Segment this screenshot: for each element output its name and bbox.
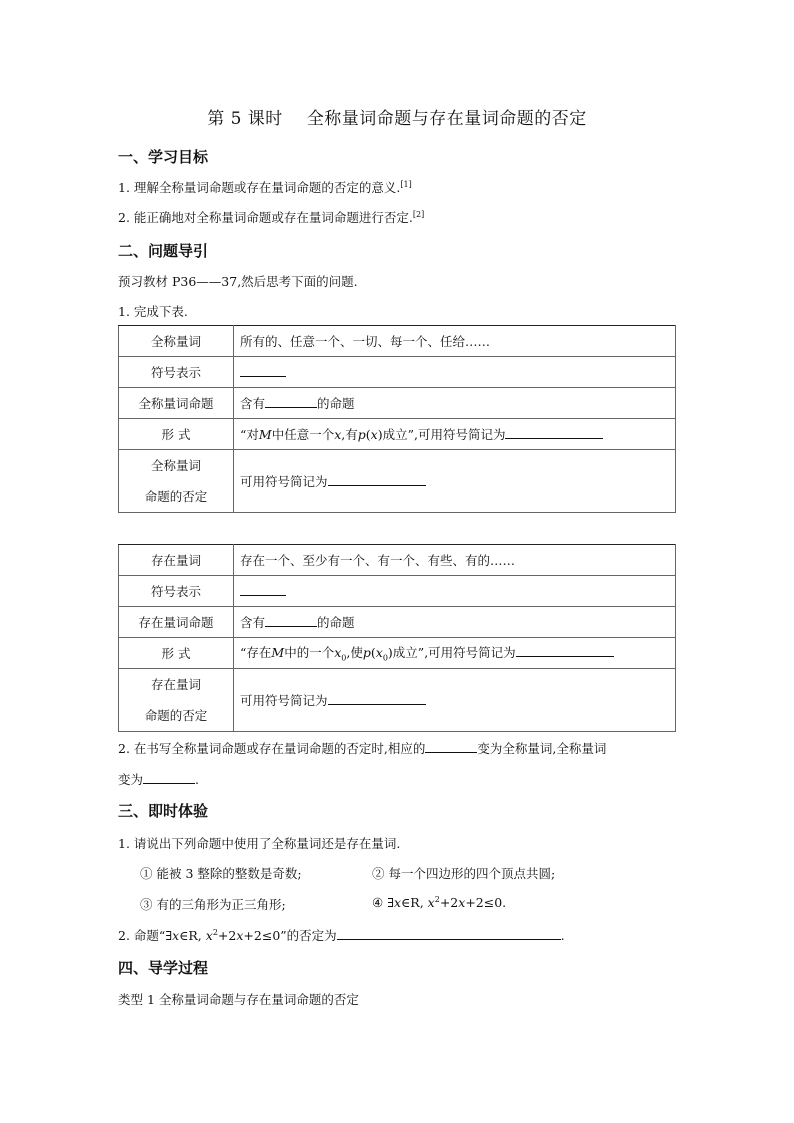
universal-quantifier-table: [118, 325, 676, 513]
fill-blank[interactable]: [328, 692, 426, 705]
lesson-number: 第 5 课时: [207, 109, 283, 129]
row-label: 符号表示: [119, 357, 234, 388]
row-value: 含有 的命题: [234, 388, 676, 419]
fill-blank[interactable]: [516, 644, 614, 657]
row-label: 存在量词命题: [119, 607, 234, 638]
row-value: 存在一个、至少有一个、有一个、有些、有的……: [234, 545, 676, 576]
objective-1: 1. 理解全称量词命题或存在量词命题的否定的意义.[1]: [118, 179, 412, 195]
row-label: 存在量词 命题的否定: [119, 669, 234, 732]
row-value: [234, 576, 676, 607]
practice-question-1: 1. 请说出下列命题中使用了全称量词还是存在量词.: [118, 836, 401, 851]
fill-blank[interactable]: [265, 614, 317, 627]
row-value: 含有 的命题: [234, 607, 676, 638]
table-row: [119, 450, 676, 513]
option-3: ③ 有的三角形为正三角形;: [140, 897, 286, 912]
row-label: 全称量词: [119, 326, 234, 357]
option-2: ② 每一个四边形的四个顶点共圆;: [372, 866, 556, 881]
table-row: [119, 545, 676, 576]
practice-question-2: 2. 命题“∃x∈R, $x^2+2x+2\le 0$”的否定为 .: [118, 927, 565, 943]
lesson-topic: 全称量词命题与存在量词命题的否定: [306, 109, 587, 129]
fill-blank[interactable]: [240, 583, 286, 596]
page-title: [0, 104, 794, 129]
fill-blank[interactable]: [265, 395, 317, 408]
footnote-ref: [2]: [412, 209, 425, 219]
existential-quantifier-table: [118, 544, 676, 732]
table-row: [119, 419, 676, 450]
fill-blank[interactable]: [240, 364, 286, 377]
section-heading-guide: 二、问题导引: [118, 242, 209, 260]
row-label: 存在量词: [119, 545, 234, 576]
row-label: 形 式: [119, 419, 234, 450]
table-row: [119, 388, 676, 419]
row-value: “对M中任意一个x,有p(x)成立”,可用符号简记为: [234, 419, 676, 450]
objective-2: 2. 能正确地对全称量词命题或存在量词命题进行否定.[2]: [118, 209, 425, 225]
row-value: 所有的、任意一个、一切、每一个、任给……: [234, 326, 676, 357]
table-row: [119, 357, 676, 388]
row-value: [234, 357, 676, 388]
row-value: “存在M中的一个$x_0$,使$p(x_0)$成立”,可用符号简记为: [234, 638, 676, 669]
table-row: [119, 638, 676, 669]
table-row: [119, 326, 676, 357]
option-1: ① 能被 3 整除的整数是奇数;: [140, 866, 302, 881]
question-complete-table: 1. 完成下表.: [118, 304, 188, 319]
type-1-heading: 类型 1 全称量词命题与存在量词命题的否定: [118, 992, 359, 1007]
row-label: 符号表示: [119, 576, 234, 607]
fill-blank[interactable]: [425, 740, 477, 753]
table-row: [119, 607, 676, 638]
row-label: 形 式: [119, 638, 234, 669]
section-heading-practice: 三、即时体验: [118, 802, 209, 820]
section-heading-objectives: 一、学习目标: [118, 148, 209, 166]
fill-blank[interactable]: [505, 426, 603, 439]
row-label: 全称量词命题: [119, 388, 234, 419]
fill-blank[interactable]: [143, 771, 195, 784]
question-quantifier-change: 2. 在书写全称量词命题或存在量词命题的否定时,相应的 变为全称量词,全称量词: [118, 741, 607, 756]
preview-instruction: 预习教材 P36——37,然后思考下面的问题.: [118, 274, 358, 289]
table-row: [119, 669, 676, 732]
row-label: 全称量词 命题的否定: [119, 450, 234, 513]
row-value: 可用符号简记为: [234, 669, 676, 732]
footnote-ref: [1]: [400, 179, 412, 189]
option-4: ④ ∃x∈R, $x^2+2x+2\le 0$.: [372, 895, 507, 911]
table-row: [119, 576, 676, 607]
row-value: 可用符号简记为: [234, 450, 676, 513]
question-quantifier-change-cont: 变为 .: [118, 772, 199, 787]
fill-blank[interactable]: [328, 473, 426, 486]
fill-blank[interactable]: [337, 927, 561, 940]
section-heading-process: 四、导学过程: [118, 959, 209, 977]
